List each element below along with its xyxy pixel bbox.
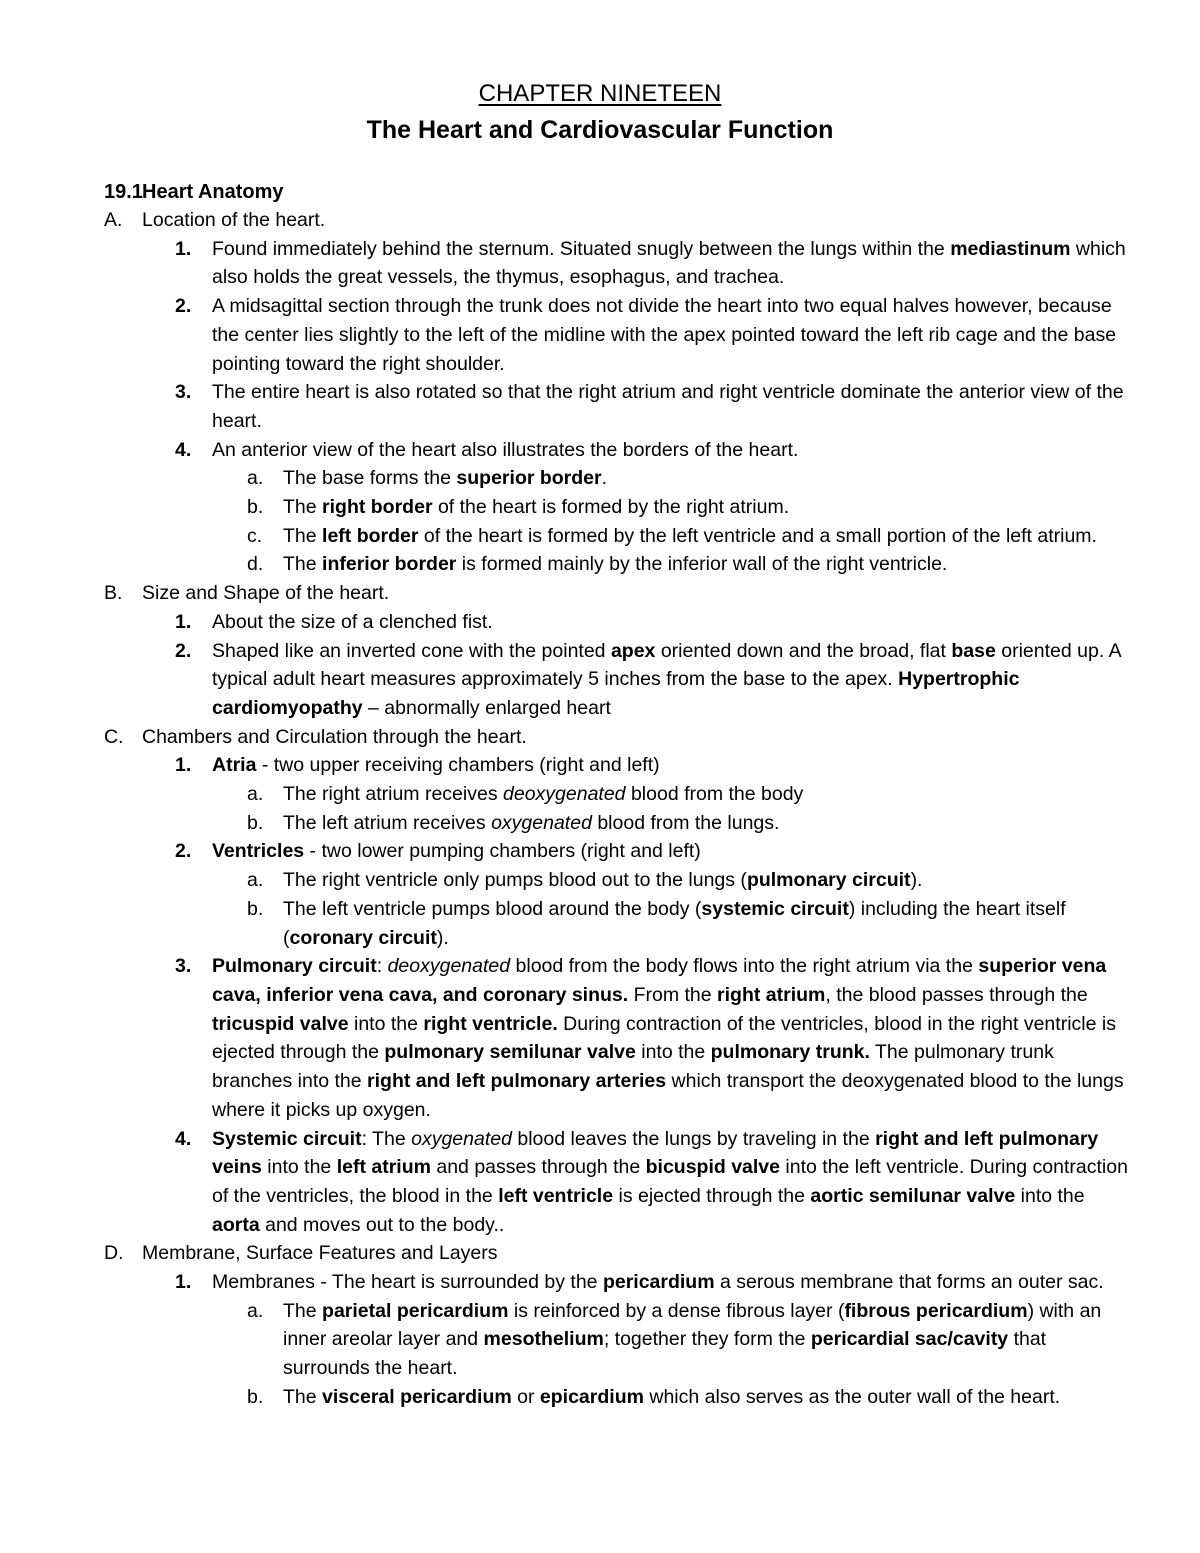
outline-heading xyxy=(0,1239,1200,1268)
bold-term: pulmonary semilunar valve xyxy=(384,1041,636,1064)
item-text: The inferior border is formed mainly by the inferior wall of the right ventricle. xyxy=(283,553,948,576)
lettered-item xyxy=(0,895,1200,952)
outline-heading xyxy=(0,206,1200,235)
bold-term: superior border xyxy=(456,467,602,490)
item-marker: 2. xyxy=(175,840,192,863)
bold-term: coronary circuit xyxy=(289,926,437,949)
item-text: The left ventricle pumps blood around the body (systemic circuit) including the heart itself (coronary circuit). xyxy=(283,897,1066,949)
numbered-item xyxy=(0,952,1200,1124)
item-text: Chambers and Circulation through the heart. xyxy=(142,725,527,748)
item-marker: a. xyxy=(247,467,264,490)
item-text: The right ventricle only pumps blood out to the lungs (pulmonary circuit). xyxy=(283,869,923,892)
item-marker: b. xyxy=(247,496,264,519)
bold-term: aortic semilunar valve xyxy=(810,1184,1016,1207)
item-marker: a. xyxy=(247,869,264,892)
item-text: Location of the heart. xyxy=(142,209,326,231)
item-marker: D. xyxy=(104,1242,124,1265)
item-text: The right border of the heart is formed by the right atrium. xyxy=(283,496,790,519)
item-text: Atria - two upper receiving chambers (right and left) xyxy=(212,754,660,777)
bold-term: Hypertrophic cardiomyopathy xyxy=(212,668,1020,719)
item-marker: 3. xyxy=(175,381,192,404)
lettered-item xyxy=(0,522,1200,551)
item-text: Shaped like an inverted cone with the pointed apex oriented down and the broad, flat base oriented up. A typical adult heart measures approximately 5 inches from the base to the apex. Hypertrophic cardiomyopathy – abnormally enlarged heart xyxy=(212,639,1121,719)
numbered-item xyxy=(0,292,1200,378)
item-marker: 2. xyxy=(175,639,192,662)
bold-term: bicuspid valve xyxy=(645,1156,780,1179)
item-text: The right atrium receives deoxygenated blood from the body xyxy=(283,783,804,806)
bold-term: pulmonary trunk. xyxy=(710,1041,870,1064)
bold-term: aorta xyxy=(212,1213,260,1236)
item-marker: a. xyxy=(247,1299,264,1322)
bold-term: left border xyxy=(322,524,419,547)
bold-term: right and left pulmonary veins xyxy=(212,1127,1099,1179)
item-marker: a. xyxy=(247,783,264,806)
bold-term: Atria xyxy=(212,754,257,777)
italic-term: deoxygenated xyxy=(503,783,626,806)
item-text: About the size of a clenched fist. xyxy=(212,610,493,633)
numbered-item xyxy=(0,378,1200,435)
outline-heading xyxy=(0,723,1200,752)
bold-term: epicardium xyxy=(539,1385,644,1408)
item-text: Systemic circuit: The oxygenated blood leaves the lungs by traveling in the right and left pulmonary veins into the left atrium and passes through the bicuspid valve into the left ventricle. During contraction of the ventricles, the blood in the left ventricle is ejected through the aortic semilunar valve into the aorta and moves out to the body.. xyxy=(212,1127,1128,1236)
item-marker: 1. xyxy=(175,1271,192,1294)
numbered-item xyxy=(0,608,1200,637)
bold-term: visceral pericardium xyxy=(322,1385,512,1408)
bold-term: left ventricle xyxy=(498,1184,614,1207)
lettered-item xyxy=(0,493,1200,522)
bold-term: base xyxy=(951,639,996,662)
chapter-title: CHAPTER NINETEEN xyxy=(478,80,722,107)
outline-heading xyxy=(0,579,1200,608)
bold-term: inferior border xyxy=(322,553,457,576)
bold-term: right border xyxy=(322,496,433,519)
bold-term: pulmonary circuit xyxy=(746,869,911,892)
bold-term: right ventricle. xyxy=(423,1012,558,1035)
item-text: The base forms the superior border. xyxy=(283,467,608,490)
numbered-item xyxy=(0,235,1200,292)
item-marker: 4. xyxy=(175,438,192,461)
bold-term: Pulmonary circuit xyxy=(212,955,377,978)
item-text: The parietal pericardium is reinforced by a dense fibrous layer (fibrous pericardium) with an inner areolar layer and mesothelium; together they form the pericardial sac/cavity that surrounds the heart. xyxy=(283,1299,1102,1380)
item-text: Size and Shape of the heart. xyxy=(142,582,390,605)
item-marker: 4. xyxy=(175,1127,192,1150)
item-marker: C. xyxy=(104,725,124,748)
numbered-item xyxy=(0,1125,1200,1240)
item-text: The left atrium receives oxygenated blood from the lungs. xyxy=(283,811,780,834)
item-text: The left border of the heart is formed by the left ventricle and a small portion of the left atrium. xyxy=(283,524,1097,547)
item-marker: 2. xyxy=(175,295,192,318)
bold-term: pericardial sac/cavity xyxy=(810,1328,1009,1351)
bold-term: superior vena cava, inferior vena cava, and coronary sinus. xyxy=(212,955,1107,1006)
lettered-item xyxy=(0,866,1200,895)
lettered-item xyxy=(0,550,1200,579)
section-title: Heart Anatomy xyxy=(142,181,284,203)
item-text: Found immediately behind the sternum. Situated snugly between the lungs within the mediastinum which also holds the great vessels, the thymus, esophagus, and trachea. xyxy=(212,237,1126,289)
bold-term: right and left pulmonary arteries xyxy=(367,1070,667,1093)
item-text: Membrane, Surface Features and Layers xyxy=(142,1242,498,1265)
outline-body xyxy=(0,206,1200,1412)
bold-term: fibrous pericardium xyxy=(844,1299,1028,1322)
italic-term: oxygenated xyxy=(411,1127,512,1150)
item-marker: 1. xyxy=(175,237,192,260)
item-marker: d. xyxy=(247,553,264,576)
bold-term: systemic circuit xyxy=(701,897,849,920)
lettered-item xyxy=(0,809,1200,838)
lettered-item xyxy=(0,1297,1200,1383)
bold-term: right atrium xyxy=(717,983,826,1006)
item-text: Pulmonary circuit: deoxygenated blood from the body flows into the right atrium via the superior vena cava, inferior vena cava, and coronary sinus. From the right atrium, the blood passes through the tricuspid valve into the right ventricle. During contraction of the ventricles, blood in the right ventricle is ejected through the pulmonary semilunar valve into the pulmonary trunk. The pulmonary trunk branches into the right and left pulmonary arteries which transport the deoxygenated blood to the lungs where it picks up oxygen. xyxy=(212,955,1124,1121)
numbered-item xyxy=(0,637,1200,723)
bold-term: tricuspid valve xyxy=(212,1012,349,1035)
item-text: The visceral pericardium or epicardium which also serves as the outer wall of the heart. xyxy=(283,1385,1061,1408)
item-marker: 3. xyxy=(175,955,192,978)
bold-term: pericardium xyxy=(602,1271,715,1294)
bold-term: mediastinum xyxy=(950,237,1071,260)
bold-term: mesothelium xyxy=(483,1328,604,1351)
bold-term: parietal pericardium xyxy=(322,1299,509,1322)
lettered-item xyxy=(0,1383,1200,1412)
numbered-item xyxy=(0,1268,1200,1297)
item-marker: b. xyxy=(247,1385,264,1408)
item-marker: 1. xyxy=(175,610,192,633)
item-marker: A. xyxy=(104,209,123,231)
italic-term: deoxygenated xyxy=(387,955,511,978)
item-marker: 1. xyxy=(175,754,192,777)
section-heading xyxy=(104,178,284,207)
bold-term: Ventricles xyxy=(212,840,305,863)
numbered-item xyxy=(0,436,1200,465)
numbered-item xyxy=(0,837,1200,866)
section-number: 19.1 xyxy=(104,181,143,203)
item-text: Ventricles - two lower pumping chambers (right and left) xyxy=(212,840,701,863)
bold-term: left atrium xyxy=(336,1156,431,1179)
item-text: Membranes - The heart is surrounded by the pericardium a serous membrane that forms an outer sac. xyxy=(212,1271,1104,1294)
lettered-item xyxy=(0,464,1200,493)
numbered-item xyxy=(0,751,1200,780)
item-text: An anterior view of the heart also illustrates the borders of the heart. xyxy=(212,438,799,461)
item-marker: B. xyxy=(104,582,123,605)
item-text: The entire heart is also rotated so that the right atrium and right ventricle dominate the anterior view of the heart. xyxy=(212,381,1124,432)
item-marker: b. xyxy=(247,897,264,920)
item-marker: b. xyxy=(247,811,264,834)
lettered-item xyxy=(0,780,1200,809)
item-text: A midsagittal section through the trunk does not divide the heart into two equal halves however, because the center lies slightly to the left of the midline with the apex pointed toward the left rib cage and the base pointing toward the right shoulder. xyxy=(212,295,1117,375)
bold-term: Systemic circuit xyxy=(212,1127,362,1150)
bold-term: apex xyxy=(610,639,656,662)
italic-term: oxygenated xyxy=(491,811,592,834)
chapter-subtitle: The Heart and Cardiovascular Function xyxy=(366,116,834,144)
item-marker: c. xyxy=(247,524,263,547)
